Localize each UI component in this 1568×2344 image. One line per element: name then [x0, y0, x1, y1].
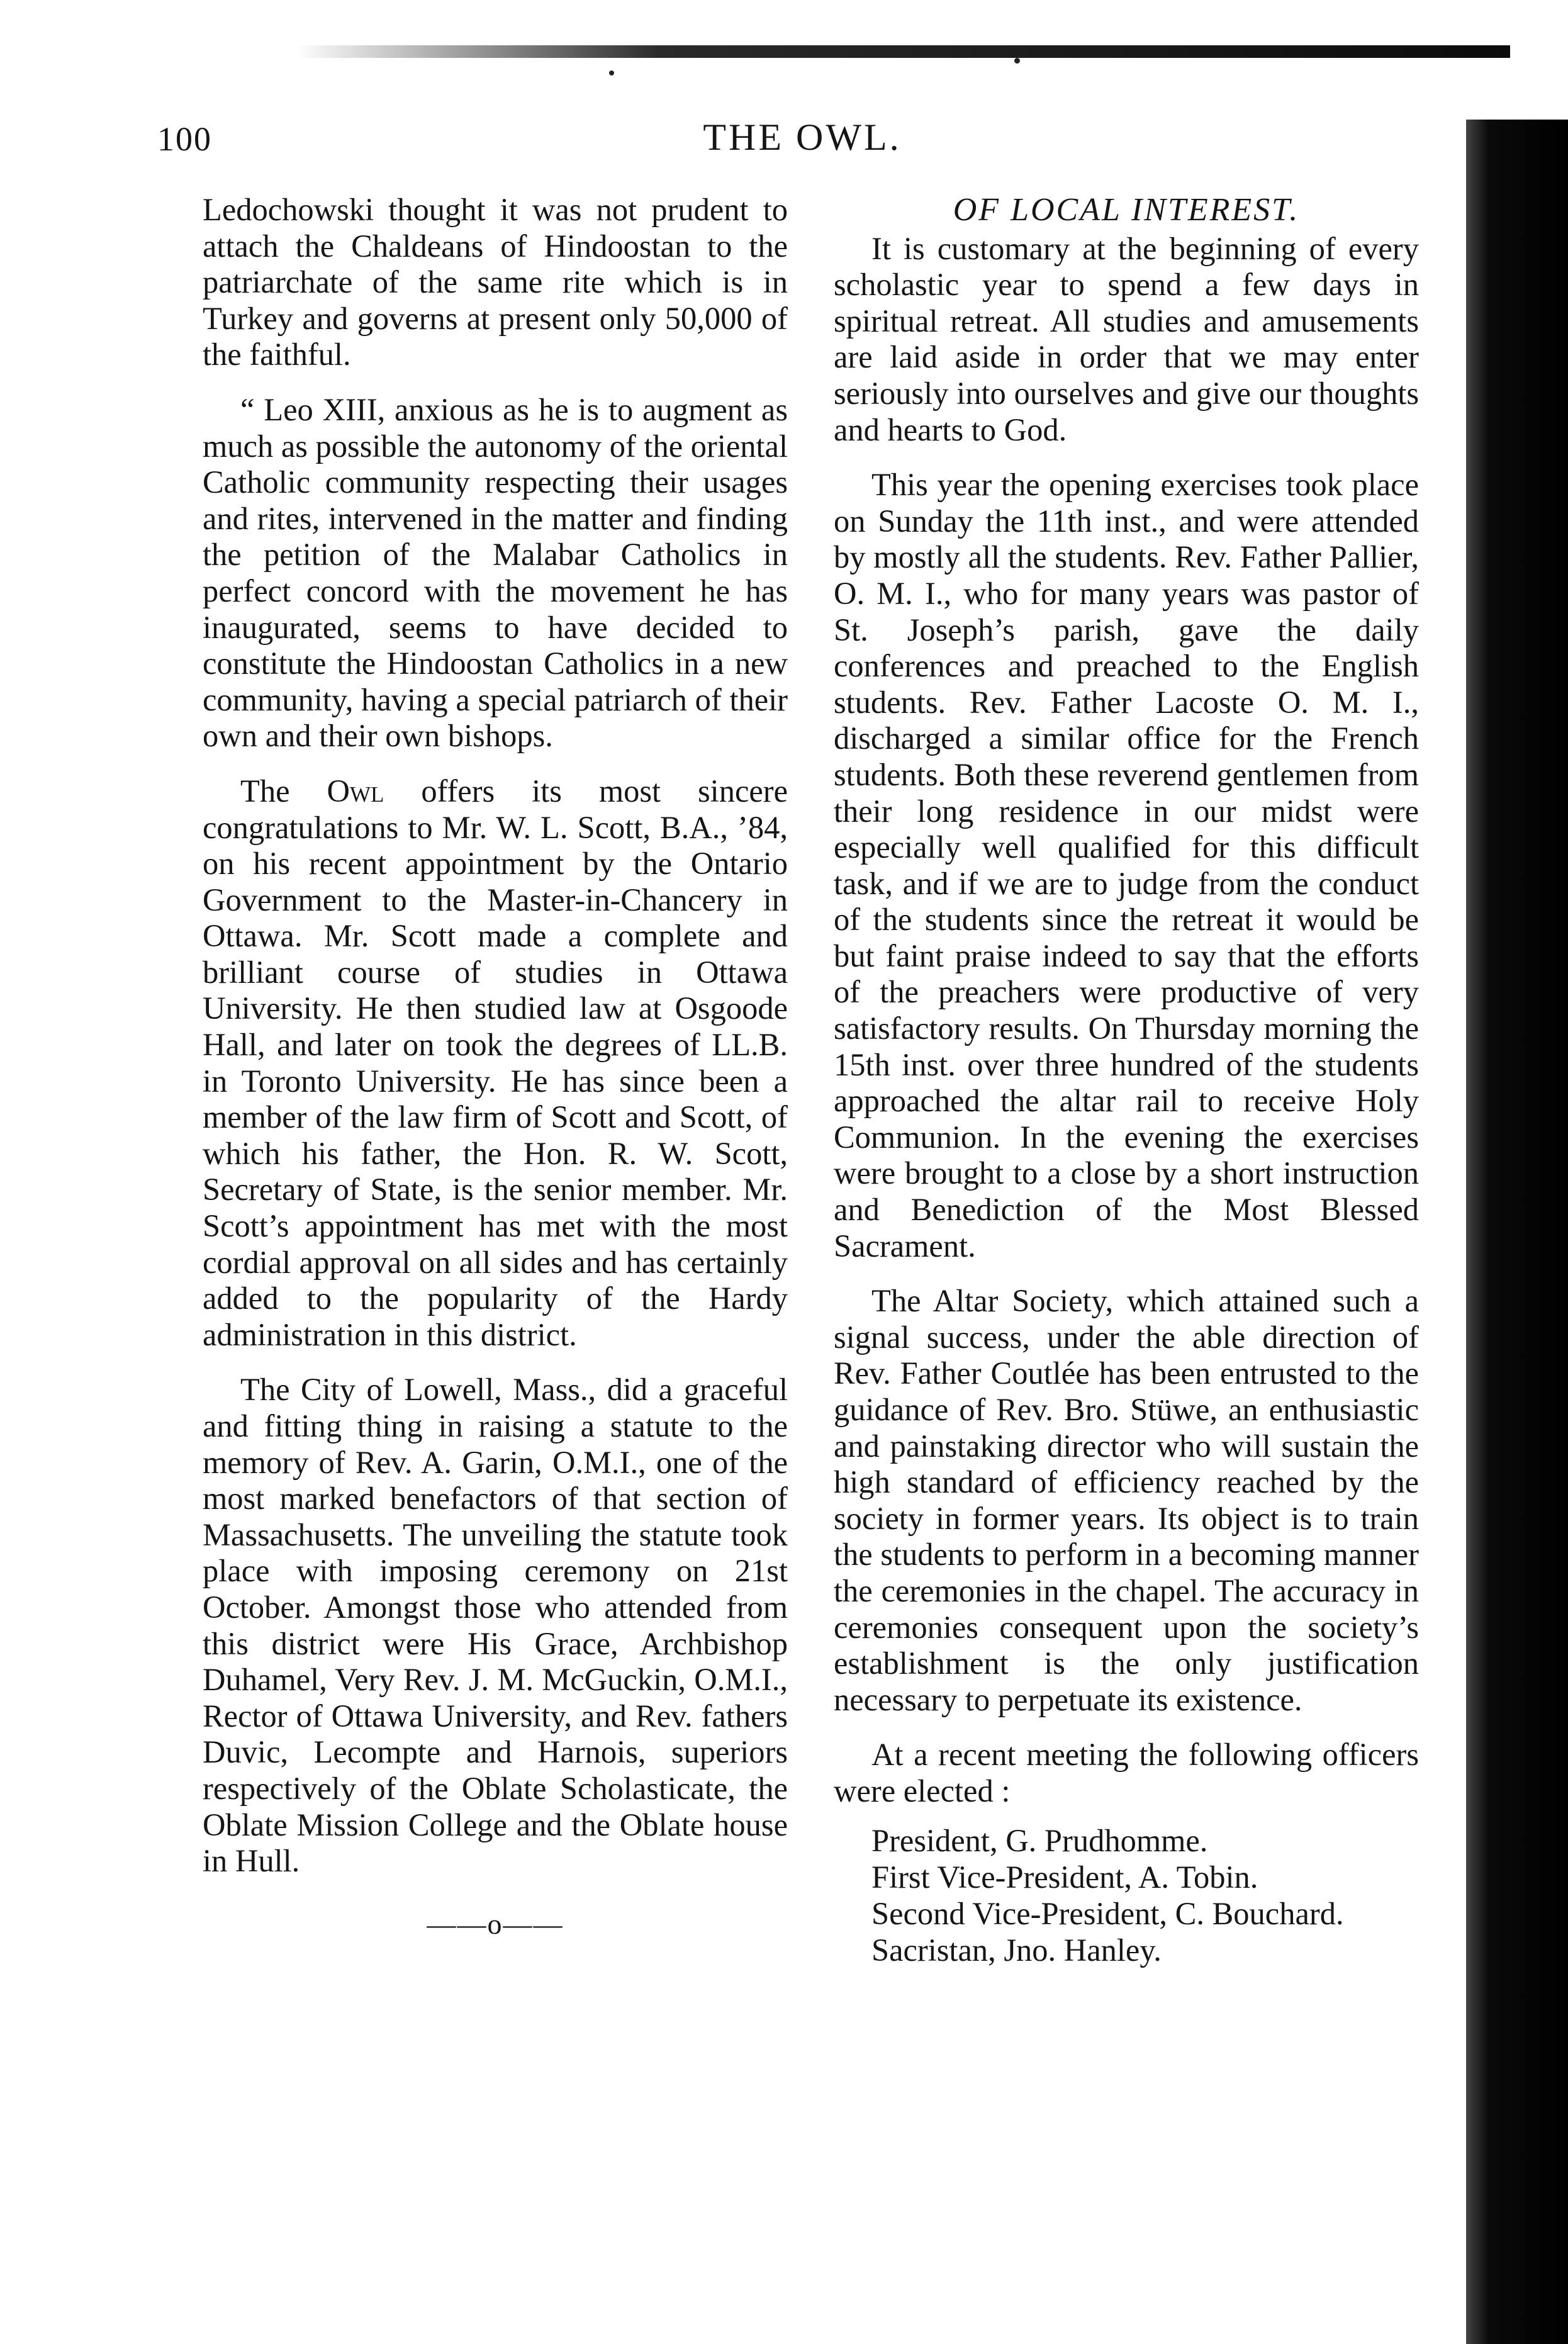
- article-paragraph: The Altar Society, which attained such a signal success, under the able direction of Rev. Father Coutlée has been entrusted to the guidance of Rev. Bro. Stüwe, an enthusiastic and painstaking director who will sustain the high standard of efficiency reached by the society in former years. Its object is to train the students to perform in a becoming manner the ceremonies in the chapel. The accuracy in ceremonies consequent upon the society’s establishment is the only justification necessary to perpetuate its existence.: [834, 1283, 1419, 1717]
- page-header: [157, 116, 1447, 176]
- article-paragraph: This year the opening exercises took place on Sunday the 11th inst., and were attended by mostly all the students. Rev. Father Pallier, O. M. I., who for many years was pastor of St. Joseph’s parish, gave the daily conferences and preached to the English students. Rev. Father Lacoste O. M. I., discharged a similar office for the French students. Both these reverend gentlemen from their long residence in our midst were especially well qualified for this difficult task, and if we are to judge from the conduct of the students since the retreat it would be but faint praise indeed to say that the efforts of the preachers were productive of very satisfactory results. On Thursday morning the 15th inst. over three hundred of the students approached the altar rail to receive Holy Communion. In the evening the exercises were brought to a close by a short instruction and Benediction of the Most Blessed Sacrament.: [834, 467, 1419, 1264]
- officer-entry: Second Vice-President, C. Bouchard.: [871, 1895, 1344, 1931]
- article-paragraph: It is customary at the beginning of every scholastic year to spend a few days in spiritual retreat. All studies and amusements are laid aside in order that we may enter seriously into ourselves and give our thoughts and hearts to God.: [834, 230, 1419, 447]
- article-paragraph: At a recent meeting the following officers were elected :: [834, 1737, 1419, 1808]
- article-paragraph: The City of Lowell, Mass., did a graceful and fitting thing in raising a statute to the memory of Rev. A. Garin, O.M.I., one of the most marked benefactors of that section of Massachusetts. The unveiling the statute took place with imposing ceremony on 21st October. Amongst those who attended from this district were His Grace, Archbishop Duhamel, Very Rev. J. M. McGuckin, O.M.I., Rector of Ottawa University, and Rev. fathers Duvic, Lecompte and Harnois, superiors respectively of the Oblate Scholasticate, the Oblate Mission College and the Oblate house in Hull.: [203, 1372, 788, 1879]
- right-column: [834, 192, 1419, 1968]
- article-paragraph: [203, 773, 788, 1354]
- scott-paragraph-text: Mr. W. L. Scott, B.A., ’84, on his recent appointment by the Ontario Government to the Master-in-Chancery in Ottawa. Mr. Scott made a complete and brilliant course of studies in Ottawa University. He then studied law at Osgoode Hall, and later on took the degrees of LL.B. in Toronto University. He has since been a member of the law firm of Scott and Scott, of which his father, the Hon. R. W. Scott, Secretary of State, is the senior member. Mr. Scott’s appointment has met with the most cordial approval on all sides and has certainly added to the popularity of the Hardy administration in this district.: [203, 809, 788, 1352]
- page-number: 100: [157, 120, 212, 158]
- officer-entry: First Vice-President, A. Tobin.: [871, 1859, 1258, 1895]
- ink-speck: [1014, 58, 1020, 64]
- left-column: [203, 192, 788, 1942]
- article-paragraph: Ledochowski thought it was not prudent to attach the Chaldeans of Hindoostan to the patriarchate of the same rite which is in Turkey and governs at present only 50,000 of the faithful.: [203, 192, 788, 373]
- owl-prefix: The: [240, 773, 327, 809]
- owl-suffix: offers its most sincere congratulations to: [203, 773, 788, 845]
- owl-name: Owl: [327, 773, 384, 809]
- ink-speck: [609, 70, 614, 76]
- section-heading: OF LOCAL INTEREST.: [953, 192, 1300, 228]
- top-border-rule: [296, 45, 1510, 58]
- officer-entry: Sacristan, Jno. Hanley.: [871, 1932, 1162, 1968]
- officer-entry: President, G. Prudhomme.: [871, 1822, 1208, 1858]
- section-end-mark: ——o——: [427, 1907, 564, 1940]
- officers-list: [834, 1822, 1419, 1968]
- article-paragraph: “ Leo XIII, anxious as he is to augment as much as possible the autonomy of the oriental Catholic community respecting their usages and rites, intervened in the matter and finding the petition of the Malabar Catholics in perfect concord with the movement he has inaugurated, seems to have decided to constitute the Hindoostan Catholics in a new community, having a special patriarch of their own and their own bishops.: [203, 391, 788, 754]
- running-title: THE OWL.: [703, 116, 902, 158]
- page-binding-edge: [1466, 120, 1568, 2344]
